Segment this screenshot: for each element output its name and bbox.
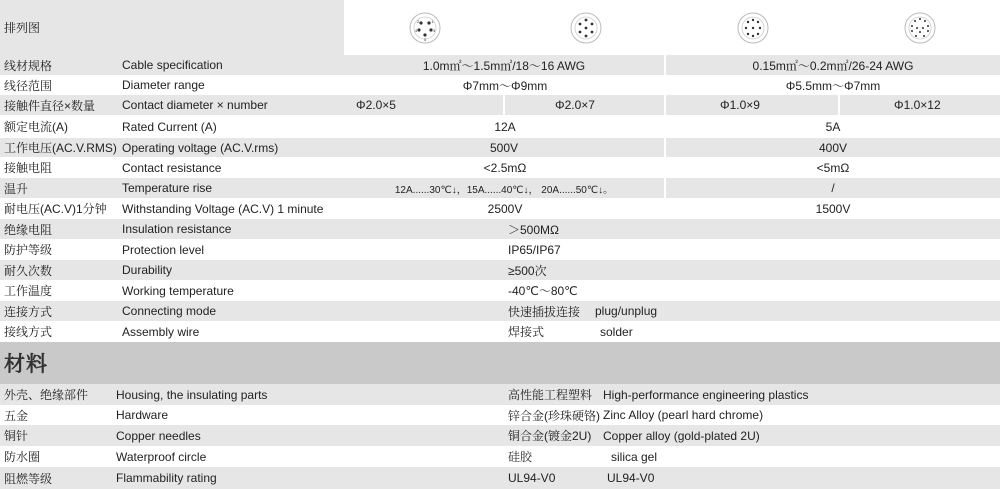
row-label-cn: 耐电压(AC.V)1分钟 bbox=[0, 198, 118, 219]
row-label-en: Withstanding Voltage (AC.V) 1 minute bbox=[118, 198, 344, 219]
row-label-en: Temperature rise bbox=[118, 178, 344, 198]
row-label-en: Rated Current (A) bbox=[118, 115, 344, 138]
row-label-en: Connecting mode bbox=[118, 301, 344, 321]
row-label-cn: 接触电阻 bbox=[0, 157, 118, 178]
row-label-cn: 五金 bbox=[0, 405, 112, 425]
value-9pin: Φ1.0×9 bbox=[666, 95, 840, 115]
row-label-en: Hardware bbox=[112, 405, 344, 425]
row-label-en: Cable specification bbox=[118, 55, 344, 75]
row-label-en: Housing, the insulating parts bbox=[112, 384, 344, 405]
row-label-cn: 接触件直径×数量 bbox=[0, 95, 118, 115]
value-en: Zinc Alloy (pearl hard chrome) bbox=[603, 405, 1000, 425]
row-label-cn: 外壳、绝缘部件 bbox=[0, 384, 112, 405]
row-label-cn: 防护等级 bbox=[0, 239, 118, 260]
row-label-en: Contact resistance bbox=[118, 157, 344, 178]
row-label-en: Flammability rating bbox=[112, 467, 344, 489]
value: ＞500MΩ bbox=[344, 219, 1000, 239]
material-row-housing bbox=[0, 384, 1000, 405]
value-group-b: <5mΩ bbox=[666, 157, 1000, 178]
row-label-cn: 耐久次数 bbox=[0, 260, 118, 280]
row-label-cn: 工作电压(AC.V.RMS) bbox=[0, 138, 118, 157]
spec-row-durability bbox=[0, 260, 1000, 280]
value-cn: 硅胶 bbox=[344, 446, 611, 467]
material-row-flammability bbox=[0, 467, 1000, 489]
spec-row-assembly-wire bbox=[0, 321, 1000, 342]
spec-row-temperature-rise bbox=[0, 178, 1000, 198]
row-label-cn: 连接方式 bbox=[0, 301, 118, 321]
connector-9pin-icon bbox=[736, 11, 770, 45]
material-row-waterproof bbox=[0, 446, 1000, 467]
spec-row-contact-diameter bbox=[0, 95, 1000, 115]
svg-text:1: 1 bbox=[431, 18, 434, 24]
pin-diagram-5 bbox=[344, 0, 505, 55]
row-label-cn: 线材规格 bbox=[0, 55, 118, 75]
row-label-cn: 工作温度 bbox=[0, 280, 118, 301]
value-cn: 快速插拔连接 bbox=[344, 301, 595, 321]
value-group-b: 0.15m㎡～0.2m㎡/26-24 AWG bbox=[666, 55, 1000, 75]
spec-row-withstanding-voltage bbox=[0, 198, 1000, 219]
value-cn: 焊接式 bbox=[344, 321, 600, 342]
spec-row-protection-level bbox=[0, 239, 1000, 260]
spec-row-contact-resistance bbox=[0, 157, 1000, 178]
spec-row-operating-voltage bbox=[0, 138, 1000, 157]
row-label-en: Durability bbox=[118, 260, 344, 280]
header-label: 排列图 bbox=[0, 0, 344, 55]
value-7pin: Φ2.0×7 bbox=[505, 95, 666, 115]
value-group-a: <2.5mΩ bbox=[344, 157, 666, 178]
spec-row-insulation-resistance bbox=[0, 219, 1000, 239]
value-group-b: Φ5.5mm～Φ7mm bbox=[666, 75, 1000, 95]
svg-text:3: 3 bbox=[432, 27, 435, 33]
value-group-b: 400V bbox=[666, 138, 1000, 157]
spec-row-diameter-range bbox=[0, 75, 1000, 95]
connector-12pin-icon bbox=[903, 11, 937, 45]
value: -40℃～80℃ bbox=[344, 280, 1000, 301]
row-label-cn: 绝缘电阻 bbox=[0, 219, 118, 239]
material-row-copper-needles bbox=[0, 425, 1000, 446]
row-label-en: Diameter range bbox=[118, 75, 344, 95]
value-5pin: Φ2.0×5 bbox=[344, 95, 505, 115]
value-cn: 高性能工程塑料 bbox=[344, 384, 603, 405]
value-group-a: 12A......30℃↓，15A......40℃↓， 20A......50℃↓。 bbox=[344, 178, 666, 198]
spec-row-cable-specification bbox=[0, 55, 1000, 75]
row-label-en: Waterproof circle bbox=[112, 446, 344, 467]
row-label-en: Contact diameter × number bbox=[118, 95, 344, 115]
row-label-cn: 铜针 bbox=[0, 425, 112, 446]
row-label-cn: 额定电流(A) bbox=[0, 115, 118, 138]
spec-row-rated-current bbox=[0, 115, 1000, 138]
value-group-a: 500V bbox=[344, 138, 666, 157]
spec-row-connecting-mode bbox=[0, 301, 1000, 321]
row-label-en: Assembly wire bbox=[118, 321, 344, 342]
row-label-cn: 温升 bbox=[0, 178, 118, 198]
value-group-a: 2500V bbox=[344, 198, 666, 219]
row-label-cn: 接线方式 bbox=[0, 321, 118, 342]
row-label-en: Operating voltage (AC.V.rms) bbox=[118, 138, 344, 157]
value-en: solder bbox=[600, 321, 1000, 342]
svg-text:5: 5 bbox=[423, 36, 426, 42]
value-en: UL94-V0 bbox=[607, 467, 1000, 489]
value-en: Copper alloy (gold-plated 2U) bbox=[603, 425, 1000, 446]
row-label-cn: 阻燃等级 bbox=[0, 467, 112, 489]
pin-diagram-9 bbox=[666, 0, 840, 55]
value: IP65/IP67 bbox=[344, 239, 1000, 260]
value-group-a: 12A bbox=[344, 115, 666, 138]
connector-5pin-icon bbox=[408, 11, 442, 45]
value: ≥500次 bbox=[344, 260, 1000, 280]
value-group-a: Φ7mm～Φ9mm bbox=[344, 75, 666, 95]
value-en: silica gel bbox=[611, 446, 1000, 467]
row-label-en: Working temperature bbox=[118, 280, 344, 301]
material-row-hardware bbox=[0, 405, 1000, 425]
row-label-cn: 防水圈 bbox=[0, 446, 112, 467]
value-group-b: / bbox=[666, 178, 1000, 198]
value-cn: 铜合金(镀金2U) bbox=[344, 425, 603, 446]
row-label-en: Copper needles bbox=[112, 425, 344, 446]
svg-text:4: 4 bbox=[414, 27, 417, 33]
row-label-cn: 线径范围 bbox=[0, 75, 118, 95]
pin-diagram-7 bbox=[505, 0, 666, 55]
material-section-header bbox=[0, 342, 1000, 384]
value-cn: 锌合金(珍珠硬铬) bbox=[344, 405, 603, 425]
connector-7pin-icon bbox=[569, 11, 603, 45]
value-group-b: 1500V bbox=[666, 198, 1000, 219]
svg-text:2: 2 bbox=[416, 18, 419, 24]
pin-diagram-12 bbox=[840, 0, 1000, 55]
value-en: High-performance engineering plastics bbox=[603, 384, 1000, 405]
header-row bbox=[0, 0, 1000, 55]
spec-row-working-temperature bbox=[0, 280, 1000, 301]
section-title: 材料 bbox=[4, 353, 48, 376]
value-cn: UL94-V0 bbox=[344, 467, 607, 489]
row-label-en: Protection level bbox=[118, 239, 344, 260]
row-label-en: Insulation resistance bbox=[118, 219, 344, 239]
value-en: plug/unplug bbox=[595, 301, 1000, 321]
value-group-b: 5A bbox=[666, 115, 1000, 138]
value-group-a: 1.0m㎡～1.5m㎡/18～16 AWG bbox=[344, 55, 666, 75]
value-12pin: Φ1.0×12 bbox=[840, 95, 1000, 115]
